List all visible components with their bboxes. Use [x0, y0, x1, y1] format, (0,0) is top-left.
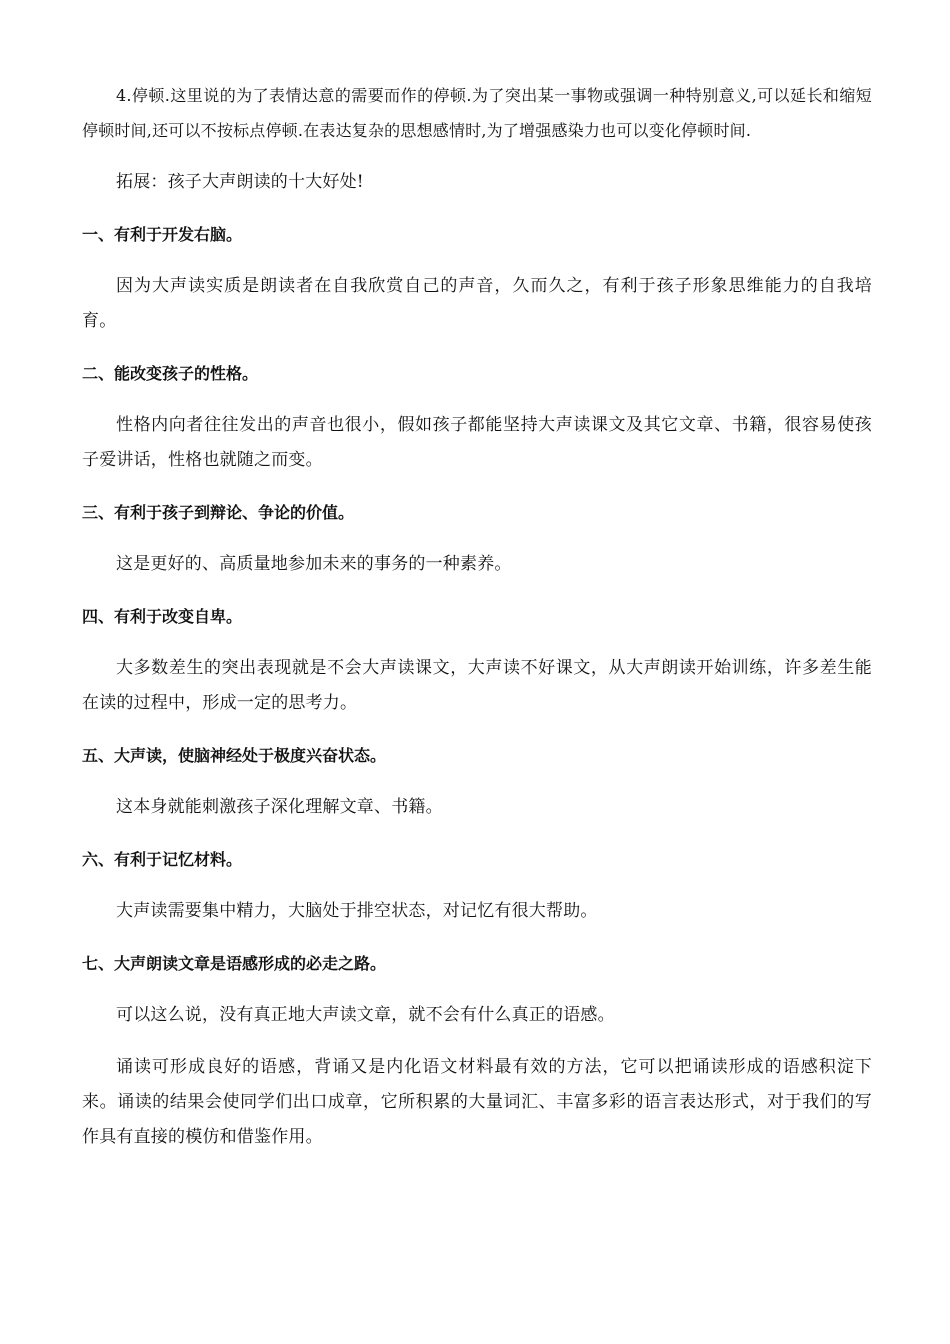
spacer — [82, 981, 872, 998]
section-heading-2: 二、能改变孩子的性格。 — [82, 364, 259, 383]
paragraph-extension: 拓展：孩子大声朗读的十大好处! — [116, 172, 364, 192]
section-heading-1: 一、有利于开发右脑。 — [82, 225, 243, 244]
spacer — [82, 200, 872, 217]
spacer — [82, 877, 872, 894]
spacer — [82, 391, 872, 408]
spacer — [82, 634, 872, 651]
spacer — [82, 582, 872, 599]
paragraph-pause: 4.停顿.这里说的为了表情达意的需要而作的停顿.为了突出某一事物或强调一种特别意义,可以延长和缩短停顿时间,还可以不按标点停顿.在表达复杂的思想感情时,为了增强感染力也可以变化停顿时间. — [82, 86, 872, 140]
section-heading-3: 三、有利于孩子到辩论、争论的价值。 — [82, 503, 355, 522]
spacer — [82, 530, 872, 547]
spacer — [82, 339, 872, 356]
section-body-2: 性格内向者往往发出的声音也很小，假如孩子都能坚持大声读课文及其它文章、书籍，很容易使孩子爱讲话，性格也就随之而变。 — [82, 415, 872, 470]
spacer — [82, 825, 872, 842]
section-body-4: 大多数差生的突出表现就是不会大声读课文，大声读不好课文，从大声朗读开始训练，许多差生能在读的过程中，形成一定的思考力。 — [82, 658, 872, 713]
spacer — [82, 252, 872, 269]
section-heading-4: 四、有利于改变自卑。 — [82, 607, 243, 626]
section-heading-5: 五、大声读，使脑神经处于极度兴奋状态。 — [82, 746, 387, 765]
section-body-3: 这是更好的、高质量地参加未来的事务的一种素养。 — [116, 554, 512, 574]
section-heading-7: 七、大声朗读文章是语感形成的必走之路。 — [82, 954, 387, 973]
section-body-7a: 可以这么说，没有真正地大声读文章，就不会有什么真正的语感。 — [116, 1005, 615, 1025]
spacer — [82, 1033, 872, 1050]
section-body-6: 大声读需要集中精力，大脑处于排空状态，对记忆有很大帮助。 — [116, 901, 598, 921]
spacer — [82, 929, 872, 946]
spacer — [82, 773, 872, 790]
section-body-7b: 诵读可形成良好的语感，背诵又是内化语文材料最有效的方法，它可以把诵读形成的语感积淀下来。诵读的结果会使同学们出口成章，它所积累的大量词汇、丰富多彩的语言表达形式，对于我们的写作具有直接的模仿和借鉴作用。 — [82, 1057, 872, 1147]
spacer — [82, 148, 872, 165]
section-body-5: 这本身就能刺激孩子深化理解文章、书籍。 — [116, 797, 443, 817]
spacer — [82, 478, 872, 495]
section-body-1: 因为大声读实质是朗读者在自我欣赏自己的声音，久而久之，有利于孩子形象思维能力的自我培育。 — [82, 276, 872, 331]
section-heading-6: 六、有利于记忆材料。 — [82, 850, 243, 869]
spacer — [82, 721, 872, 738]
document-page — [82, 78, 872, 1155]
